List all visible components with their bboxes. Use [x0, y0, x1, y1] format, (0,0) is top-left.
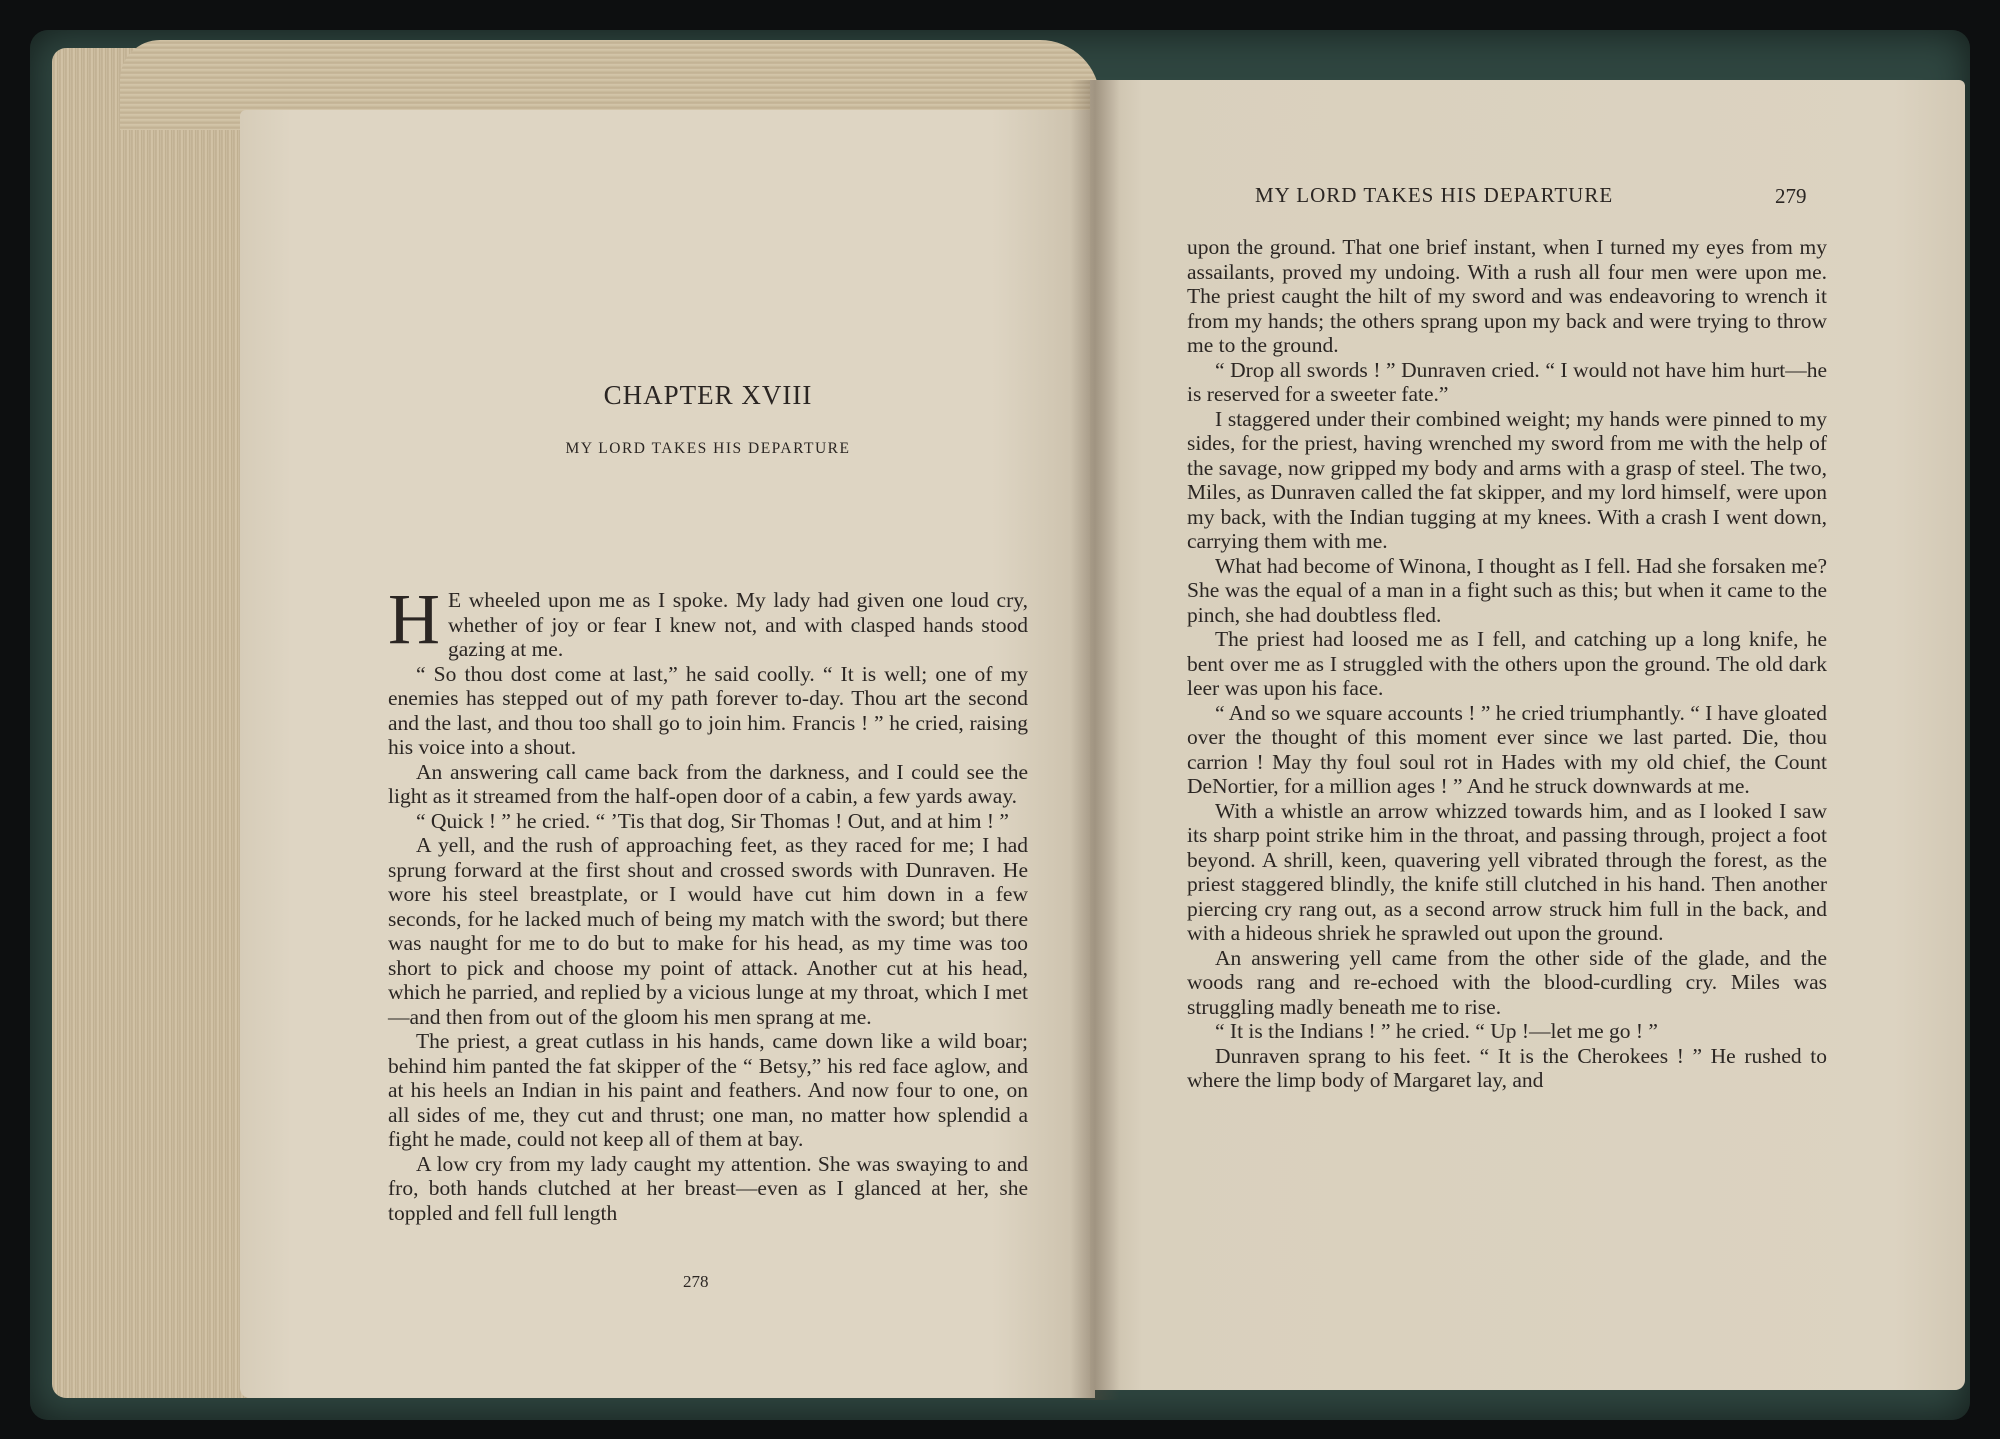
book-gutter — [1070, 80, 1120, 1400]
paragraph: An answering yell came from the other side of the glade, and the woods rang and re-echoed with the blood-curdling cry. Miles was struggling madly beneath me to rise. — [1187, 945, 1827, 1019]
paragraph: The priest had loosed me as I fell, and catching up a long knife, he bent over me as I struggled with the others upon the ground. The old dark leer was upon his face. — [1187, 627, 1827, 700]
drop-cap: H — [388, 579, 440, 659]
paragraph: An answering call came back from the darkness, and I could see the light as it streamed from the half-open door of a cabin, a few yards away. — [388, 759, 1028, 808]
paragraph: “ So thou dost come at last,” he said coolly. “ It is well; one of my enemies has stepped out of my path forever to-day. Thou art the second and the last, and thou too shall go to join him. Francis ! ” he cried, raising his voice into a shout. — [388, 661, 1028, 759]
paragraph: Dunraven sprang to his feet. “ It is the Cherokees ! ” He rushed to where the limp body of Margaret lay, and — [1187, 1043, 1827, 1092]
running-head: MY LORD TAKES HIS DEPARTURE — [1255, 183, 1614, 207]
paragraph: “ And so we square accounts ! ” he cried triumphantly. “ I have gloated over the thought of this moment ever since we last parted. Die, thou carrion ! May thy foul soul rot in Hades with my old chief, the Count DeNortier, for a million ages ! ” And he struck downwards at me. — [1187, 700, 1827, 798]
page-edges-left — [52, 48, 262, 1398]
left-page-body — [388, 579, 1028, 1225]
chapter-subtitle: MY LORD TAKES HIS DEPARTURE — [565, 440, 851, 457]
paragraph: “ It is the Indians ! ” he cried. “ Up !—let me go ! ” — [1215, 1019, 1658, 1043]
paragraph: upon the ground. That one brief instant, when I turned my eyes from my assailants, proved my undoing. With a rush all four men were upon me. The priest caught the hilt of my sword and was endeavoring to wrench it from my hands; the others sprang upon my back and were trying to throw me to the ground. — [1187, 235, 1827, 357]
paragraph: “ Quick ! ” he cried. “ ’Tis that dog, Sir Thomas ! Out, and at him ! ” — [416, 808, 1009, 833]
chapter-heading: CHAPTER XVIII — [603, 380, 813, 410]
right-page-body — [1187, 235, 1827, 1093]
paragraph: With a whistle an arrow whizzed towards him, and as I looked I saw its sharp point strike him in the throat, and passing through, project a foot beyond. A shrill, keen, quavering yell vibrated through the forest, as the priest staggered blindly, the knife still clutched in his hand. Then another piercing cry rang out, as a second arrow struck him full in the back, and with a hideous shriek he sprawled out upon the ground. — [1187, 798, 1827, 945]
paragraph: A low cry from my lady caught my attention. She was swaying to and fro, both hands clutched at her breast—even as I glanced at her, she toppled and fell full length — [388, 1151, 1028, 1225]
right-page — [1090, 80, 1965, 1390]
opening-paragraph — [388, 579, 1028, 662]
opening-paragraph-text: E wheeled upon me as I spoke. My lady had given one loud cry, whether of joy or fear I knew not, and with clasped hands stood gazing at me. — [448, 588, 1028, 661]
paragraph: I staggered under their combined weight; my hands were pinned to my sides, for the priest, having wrenched my sword from me with the help of the savage, now gripped my body and arms with a grasp of steel. The two, Miles, as Dunraven called the fat skipper, and my lord himself, were upon my back, with the Indian tugging at my knees. With a crash I went down, carrying them with me. — [1187, 406, 1827, 553]
paragraph: What had become of Winona, I thought as I fell. Had she forsaken me? She was the equal of a man in a fight such as this; but when it came to the pinch, she had doubtless fled. — [1187, 553, 1827, 627]
page-number: 279 — [1775, 184, 1807, 208]
paragraph: A yell, and the rush of approaching feet, as they raced for me; I had sprung forward at the first shout and crossed swords with Dunraven. He wore his steel breastplate, or I would have cut him down in a few seconds, for he lacked much of being my match with the sword; but there was naught for me to do but to make for his head, as my time was too short to pick and choose my point of attack. Another cut at his head, which he parried, and replied by a vicious lunge at my throat, which I met—and then from out of the gloom his men sprang at me. — [388, 833, 1028, 1029]
paragraph: “ Drop all swords ! ” Dunraven cried. “ I would not have him hurt—he is reserved for a sweeter fate.” — [1187, 357, 1827, 406]
page-number: 278 — [683, 1272, 709, 1291]
left-page — [240, 110, 1095, 1398]
paragraph: The priest, a great cutlass in his hands, came down like a wild boar; behind him panted the fat skipper of the “ Betsy,” his red face aglow, and at his heels an Indian in his paint and feathers. And now four to one, on all sides of me, they cut and thrust; one man, no matter how splendid a fight he made, could not keep all of them at bay. — [388, 1029, 1028, 1151]
